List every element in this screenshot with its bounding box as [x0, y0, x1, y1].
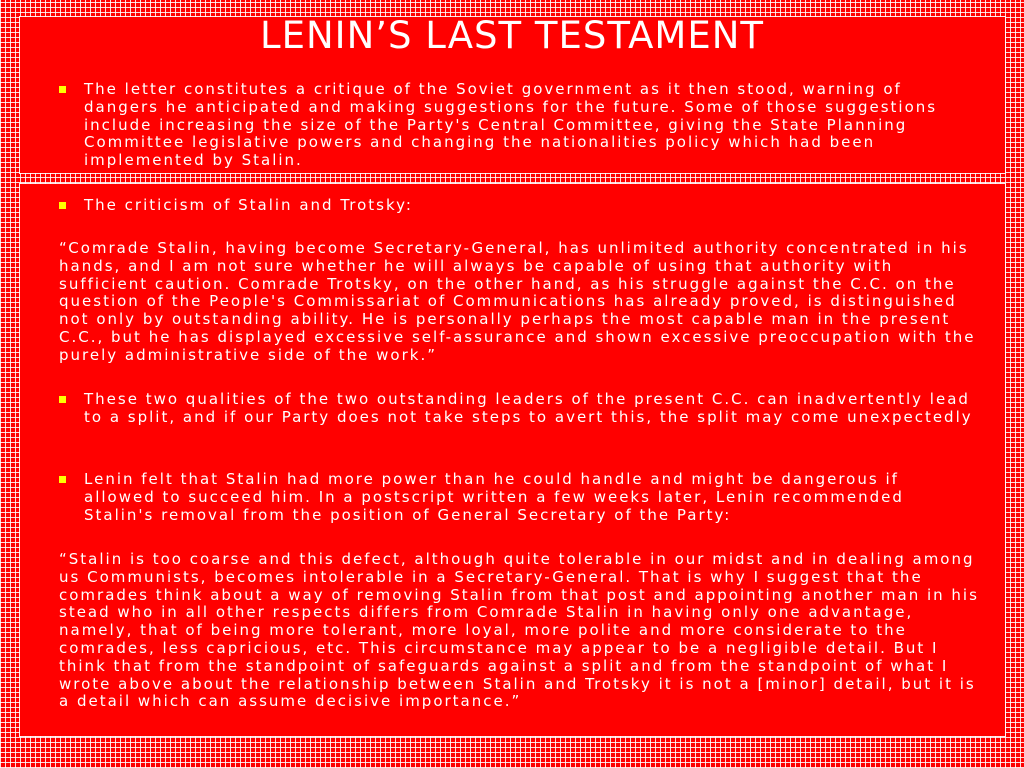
bullet-item	[59, 471, 974, 524]
bullet-text: These two qualities of the two outstanding leaders of the present C.C. can inadvertently lead to a split, and if our Party does not take steps to avert this, the split may come unexpectedly	[84, 390, 973, 426]
quote-paragraph: “Comrade Stalin, having become Secretary-General, has unlimited authority concentrated in his hands, and I am not sure whether he will always be capable of using that authority with sufficient caution. Comrade Trotsky, on the other hand, as his struggle against the C.C. on the question of the People's Commissariat of Communications has already proved, is distinguished not only by outstanding ability. He is personally perhaps the most capable man in the present C.C., but he has displayed excessive self-assurance and shown excessive preoccupation with the purely administrative side of the work.”	[59, 239, 976, 364]
square-bullet-icon	[59, 476, 66, 483]
bullet-text: The criticism of Stalin and Trotsky:	[84, 196, 413, 214]
bullet-text: Lenin felt that Stalin had more power than he could handle and might be dangerous if allowed to succeed him. In a postscript written a few weeks later, Lenin recommended Stalin's removal from the position of General Secretary of the Party:	[84, 470, 904, 524]
bullet-item	[59, 391, 974, 427]
square-bullet-icon	[59, 202, 66, 209]
quote-paragraph: “Stalin is too coarse and this defect, although quite tolerable in our midst and in dealing among us Communists, becomes intolerable in a Secretary-General. That is why I suggest that the comrades think about a way of removing Stalin from that post and appointing another man in his stead who in all other respects differs from Comrade Stalin in having only one advantage, namely, that of being more tolerant, more loyal, more polite and more considerate to the comrades, less capricious, etc. This circumstance may appear to be a negligible detail. But I think that from the standpoint of safeguards against a split and from the standpoint of what I wrote above about the relationship between Stalin and Trotsky it is not a [minor] detail, but it is a detail which can assume decisive importance.”	[59, 550, 979, 711]
slide-title: LENIN’S LAST TESTAMENT	[260, 14, 764, 57]
bullet-item	[59, 81, 974, 170]
square-bullet-icon	[59, 396, 66, 403]
bullet-text: The letter constitutes a critique of the Soviet government as it then stood, warning of dangers he anticipated and making suggestions for the future. Some of those suggestions include increasing the size of the Party's Central Committee, giving the State Planning Committee legislative powers and changing the nationalities policy which had been implemented by Stalin.	[84, 80, 938, 170]
bullet-item	[59, 197, 974, 215]
square-bullet-icon	[59, 86, 66, 93]
